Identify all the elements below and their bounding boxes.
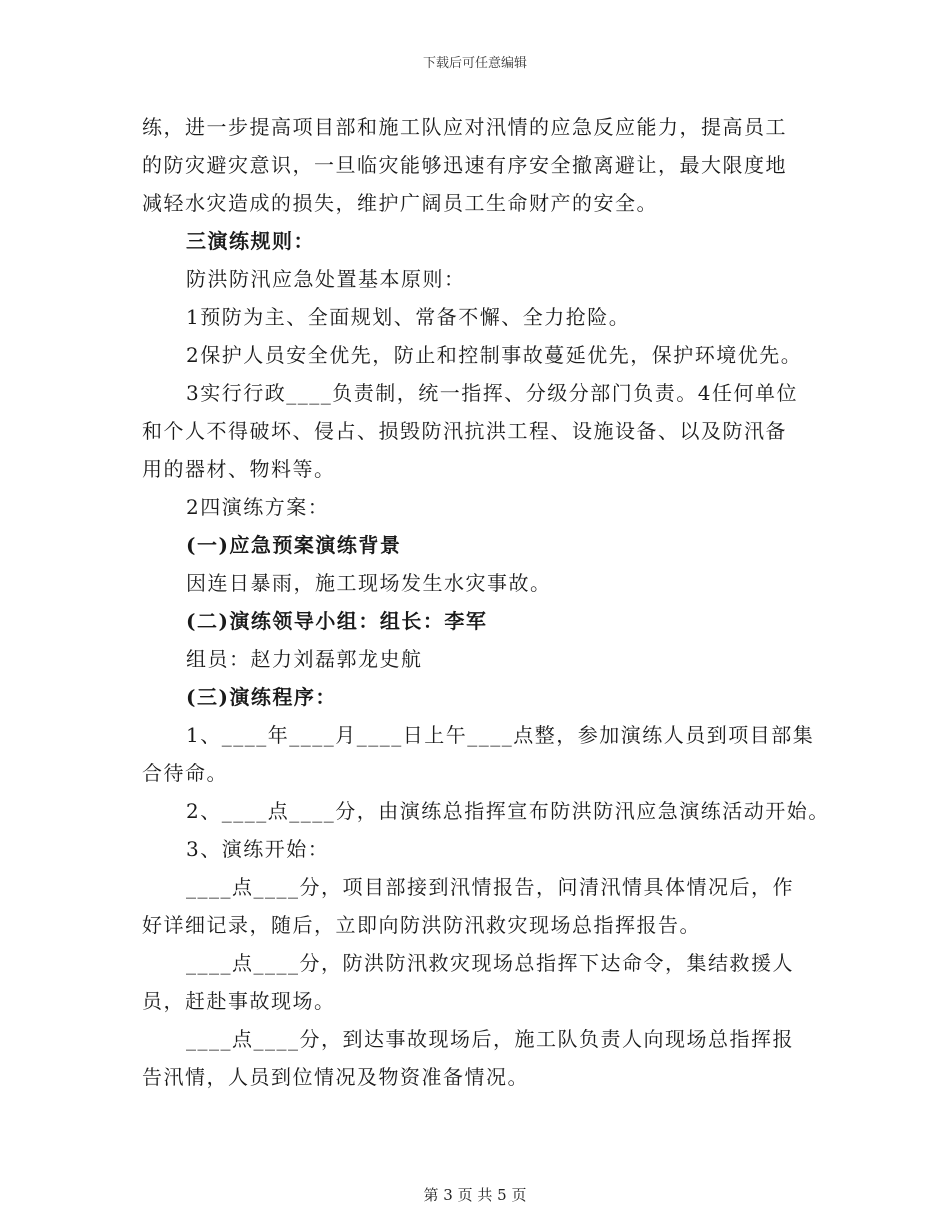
body-line: 减轻水灾造成的损失，维护广阔员工生命财产的安全。 [142, 191, 658, 215]
procedure-detail: ____点____分，防洪防汛救灾现场总指挥下达命令，集结救援人 [186, 951, 794, 975]
body-line: 因连日暴雨，施工现场发生水灾事故。 [186, 571, 552, 595]
subsection-heading: (二)演练领导小组：组长：李军 [186, 609, 488, 633]
body-line: 合待命。 [142, 761, 228, 785]
body-line: 员，赶赴事故现场。 [142, 989, 336, 1013]
principle-item: 2保护人员安全优先，防止和控制事故蔓延优先，保护环境优先。 [186, 343, 803, 367]
body-line: 防洪防汛应急处置基本原则： [186, 267, 466, 291]
procedure-step: 2、____点____分，由演练总指挥宣布防洪防汛应急演练活动开始。 [186, 799, 830, 823]
procedure-detail: ____点____分，到达事故现场后，施工队负责人向现场总指挥报 [186, 1027, 794, 1051]
procedure-step: 1、____年____月____日上午____点整，参加演练人员到项目部集 [186, 723, 815, 747]
body-line: 的防灾避灾意识，一旦临灾能够迅速有序安全撤离避让，最大限度地 [142, 153, 787, 177]
section-heading: 三演练规则： [186, 229, 315, 253]
subsection-heading: (一)应急预案演练背景 [186, 533, 402, 557]
procedure-detail: ____点____分，项目部接到汛情报告，问清汛情具体情况后，作 [186, 875, 794, 899]
body-line: 告汛情，人员到位情况及物资准备情况。 [142, 1065, 529, 1089]
page-header: 下载后可任意编辑 [422, 56, 527, 71]
page-number: 第 3 页 共 5 页 [423, 1186, 527, 1204]
body-line: 和个人不得破坏、侵占、损毁防汛抗洪工程、设施设备、以及防汛备 [142, 419, 787, 443]
procedure-step: 3、演练开始： [186, 837, 330, 861]
principle-item: 3实行行政____负责制，统一指挥、分级分部门负责。4任何单位 [186, 381, 798, 405]
body-line: 组员：赵力刘磊郭龙史航 [186, 647, 423, 671]
subsection-heading: (三)演练程序： [186, 685, 337, 709]
principle-item: 1预防为主、全面规划、常备不懈、全力抢险。 [186, 305, 631, 329]
body-line: 练，进一步提高项目部和施工队应对汛情的应急反应能力，提高员工 [142, 115, 787, 139]
body-line: 好详细记录，随后，立即向防洪防汛救灾现场总指挥报告。 [142, 913, 701, 937]
body-line: 用的器材、物料等。 [142, 457, 336, 481]
section-heading: 2四演练方案： [186, 495, 330, 519]
document-body [142, 112, 830, 1092]
